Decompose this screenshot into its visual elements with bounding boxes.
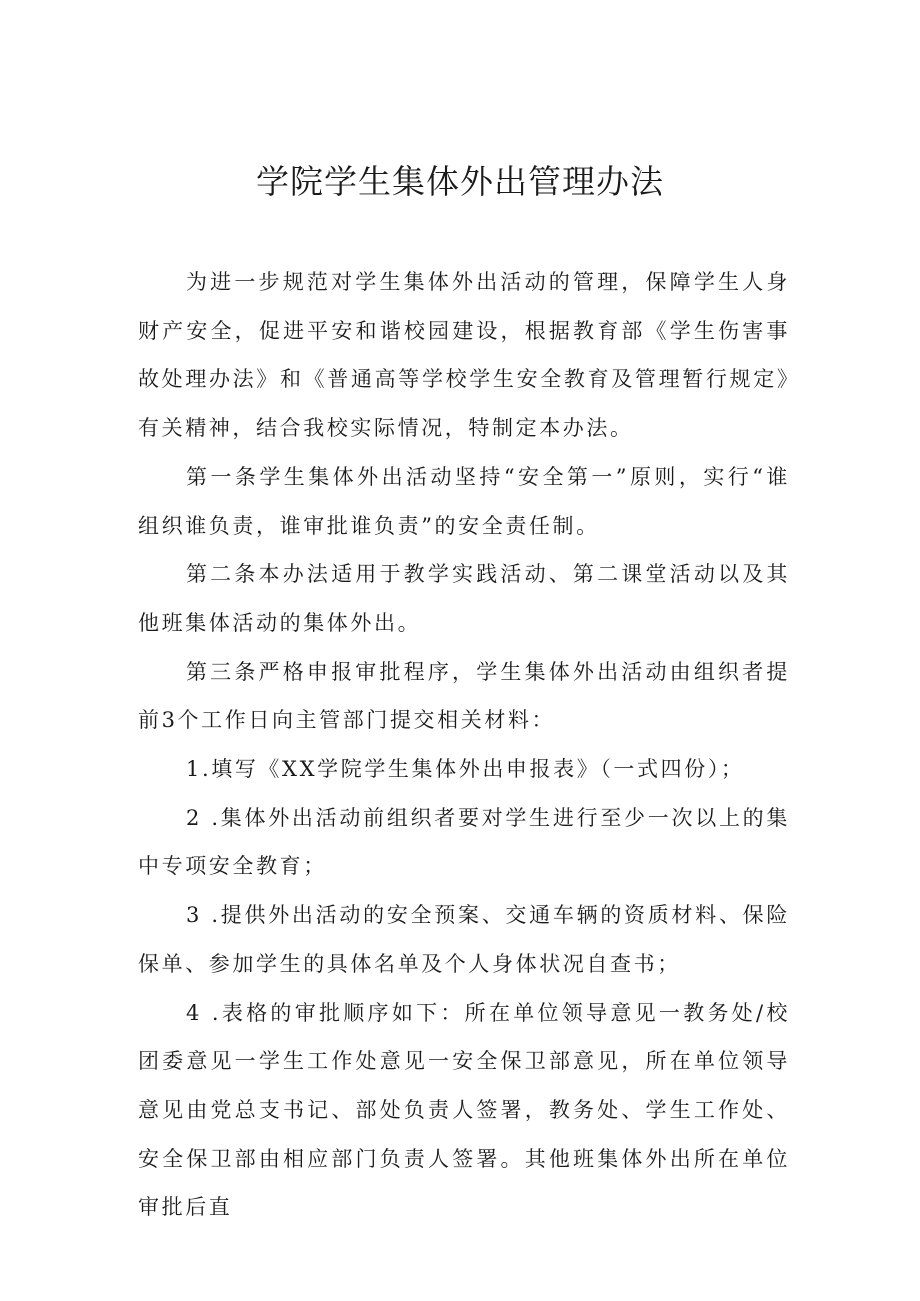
document-title: 学院学生集体外出管理办法 [256, 162, 664, 201]
paragraph-article-2: 第二条本办法适用于教学实践活动、第二课堂活动以及其他班集体活动的集体外出。 [138, 562, 790, 635]
paragraph-article-3: 第三条严格申报审批程序，学生集体外出活动由组织者提前3个工作日向主管部门提交相关材料： [138, 659, 790, 733]
list-item-1: 1.填写《XX学院学生集体外出申报表》（一式四份）； [186, 757, 745, 782]
list-item-2: 2 .集体外出活动前组织者要对学生进行至少一次以上的集中专项安全教育； [138, 805, 790, 879]
list-item-3: 3 .提供外出活动的安全预案、交通车辆的资质材料、保险保单、参加学生的具体名单及个人身体状况自查书； [138, 903, 790, 976]
paragraph-article-1: 第一条学生集体外出活动坚持“安全第一”原则，实行“谁组织谁负责，谁审批谁负责”的安全责任制。 [138, 464, 790, 538]
document-body [138, 258, 790, 1232]
paragraph-preamble: 为进一步规范对学生集体外出活动的管理，保障学生人身财产安全，促进平安和谐校园建设，根据教育部《学生伤害事故处理办法》和《普通高等学校学生安全教育及管理暂行规定》有关精神，结合我校实际情况，特制定本办法。 [138, 270, 790, 441]
list-item-4: 4 .表格的审批顺序如下：所在单位领导意见一教务处/校团委意见一学生工作处意见一安全保卫部意见，所在单位领导意见由党总支书记、部处负责人签署，教务处、学生工作处、安全保卫部由相应部门负责人签署。其他班集体外出所在单位审批后直 [138, 1000, 790, 1220]
